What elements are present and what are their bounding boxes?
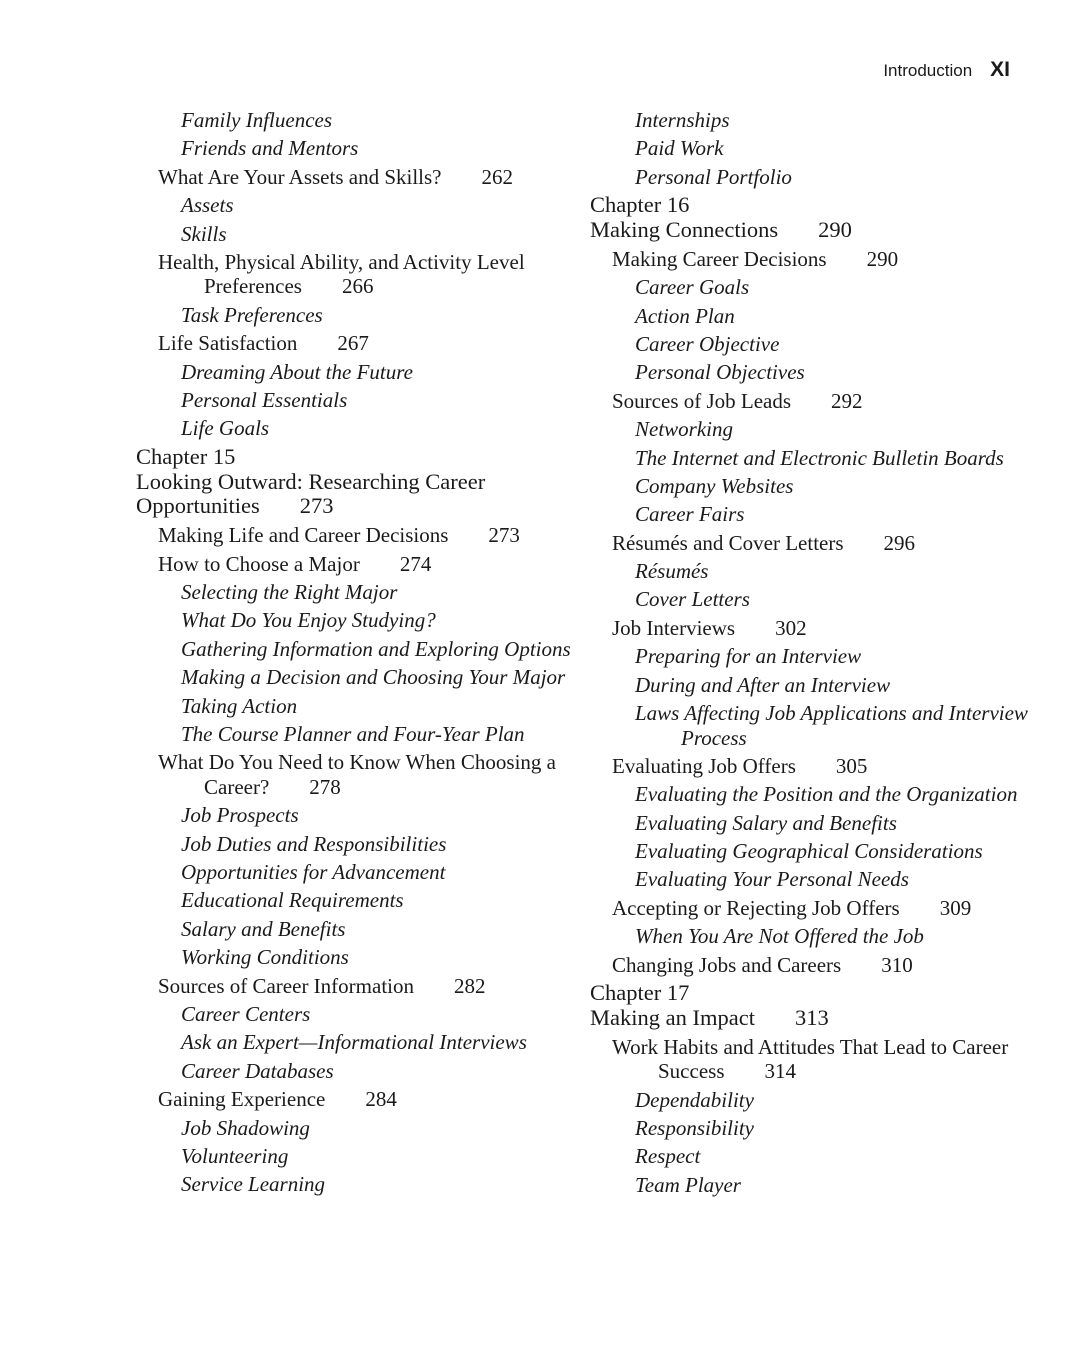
toc-subsection: [635, 1116, 1050, 1141]
toc-subsection: [181, 945, 576, 970]
toc-right-column: [590, 108, 1050, 1201]
entry-title: During and After an Interview: [635, 672, 891, 697]
toc-subsection: [181, 694, 576, 719]
toc-subsection: [181, 1172, 576, 1197]
toc-subsection: [181, 637, 576, 662]
entry-title: Career Fairs: [635, 502, 745, 527]
entry-title: Evaluating Geographical Considerations: [635, 839, 983, 864]
toc-subsection: [635, 839, 1050, 864]
entry-title: Job Shadowing: [181, 1115, 310, 1140]
entry-title: Preparing for an Interview: [635, 644, 862, 669]
toc-subsection: [181, 917, 576, 942]
entry-title: Career Databases: [181, 1058, 334, 1083]
toc-section: [158, 1087, 576, 1112]
toc-subsection: [181, 222, 576, 247]
toc-section: [612, 389, 1050, 414]
toc-subsection: [635, 360, 1050, 385]
entry-title: Networking: [635, 417, 733, 442]
entry-title: Health, Physical Ability, and Activity Level Preferences: [158, 249, 525, 299]
toc-subsection: [181, 1059, 576, 1084]
toc-section: [158, 552, 576, 577]
entry-title: Sources of Job Leads: [612, 388, 792, 413]
entry-title: Résumés and Cover Letters: [612, 530, 844, 555]
toc-subsection: [181, 388, 576, 413]
entry-title: Evaluating Salary and Benefits: [635, 810, 897, 835]
entry-page-number: 310: [881, 952, 913, 977]
toc-subsection: [635, 644, 1050, 669]
running-header: [883, 58, 1010, 82]
toc-section: [612, 896, 1050, 921]
entry-title: Job Prospects: [181, 803, 299, 828]
toc-left-column: [136, 108, 576, 1201]
entry-title: Action Plan: [635, 303, 735, 328]
toc-subsection: [181, 193, 576, 218]
toc-section: [612, 1035, 1050, 1084]
entry-page-number: 309: [939, 895, 972, 920]
toc-subsection: [635, 275, 1050, 300]
toc-subsection: [635, 587, 1050, 612]
entry-title: The Course Planner and Four-Year Plan: [181, 721, 525, 746]
entry-page-number: 292: [831, 388, 863, 413]
toc-subsection: [635, 304, 1050, 329]
toc-subsection: [181, 360, 576, 385]
entry-title: Selecting the Right Major: [181, 579, 398, 604]
entry-page-number: 278: [309, 774, 341, 799]
entry-page-number: 302: [775, 615, 807, 640]
toc-subsection: [181, 1002, 576, 1027]
entry-title: Evaluating Your Personal Needs: [635, 867, 909, 892]
entry-title: Evaluating the Position and the Organization: [635, 782, 1018, 807]
entry-title: Making Connections: [590, 216, 779, 242]
entry-title: Changing Jobs and Careers: [612, 952, 842, 977]
page-number: XI: [990, 58, 1010, 81]
toc-chapter: [136, 445, 576, 519]
toc-subsection: [635, 417, 1050, 442]
entry-title: Paid Work: [635, 136, 724, 161]
chapter-number: Chapter 16: [590, 192, 690, 218]
toc-subsection: [181, 1116, 576, 1141]
toc-subsection: [181, 888, 576, 913]
toc-subsection: [181, 803, 576, 828]
entry-title: Ask an Expert—Informational Interviews: [181, 1030, 527, 1055]
entry-title: What Are Your Assets and Skills?: [158, 164, 442, 189]
entry-title: Gathering Information and Exploring Options: [181, 636, 571, 661]
toc-section: [612, 531, 1050, 556]
toc-subsection: [181, 665, 576, 690]
toc-section: [158, 165, 576, 190]
entry-title: Responsibility: [635, 1115, 754, 1140]
entry-title: Making Career Decisions: [612, 246, 827, 271]
entry-page-number: 305: [835, 753, 868, 778]
toc-subsection: [635, 673, 1050, 698]
toc-section: [158, 974, 576, 999]
toc-subsection: [635, 559, 1050, 584]
section-title: Introduction: [883, 61, 973, 80]
entry-title: What Do You Need to Know When Choosing a Career?: [158, 750, 556, 799]
toc-subsection: [181, 303, 576, 328]
toc-subsection: [181, 722, 576, 747]
entry-title: The Internet and Electronic Bulletin Boards: [635, 445, 1004, 470]
toc-section: [158, 331, 576, 356]
toc-chapter: [590, 193, 1050, 243]
entry-title: Résumés: [635, 559, 709, 584]
toc-subsection: [635, 446, 1050, 471]
entry-page-number: 296: [883, 530, 916, 555]
toc-section: [158, 750, 576, 799]
entry-title: Making an Impact: [590, 1004, 755, 1030]
entry-title: Life Goals: [181, 416, 270, 441]
entry-title: Dreaming About the Future: [181, 359, 413, 384]
entry-page-number: 274: [399, 551, 432, 576]
toc-section: [158, 523, 576, 548]
toc-chapter: [590, 981, 1050, 1031]
toc-subsection: [635, 782, 1050, 807]
entry-page-number: 262: [481, 164, 513, 189]
entry-title: Personal Objectives: [635, 360, 805, 385]
entry-page-number: 282: [454, 973, 486, 998]
entry-page-number: 267: [337, 331, 369, 356]
entry-title: What Do You Enjoy Studying?: [181, 608, 436, 633]
entry-title: Evaluating Job Offers: [612, 753, 796, 778]
entry-title: Task Preferences: [181, 302, 323, 327]
entry-title: Personal Portfolio: [635, 164, 792, 189]
entry-title: Skills: [181, 221, 227, 246]
toc-subsection: [635, 1088, 1050, 1113]
entry-title: Career Objective: [635, 331, 780, 356]
entry-title: Sources of Career Information: [158, 973, 414, 998]
entry-page-number: 313: [794, 1004, 829, 1030]
toc-section: [612, 953, 1050, 978]
toc-subsection: [635, 1173, 1050, 1198]
entry-page-number: 290: [818, 216, 852, 242]
toc-subsection: [635, 108, 1050, 133]
entry-title: Respect: [635, 1144, 701, 1169]
entry-title: Company Websites: [635, 473, 794, 498]
entry-title: Laws Affecting Job Applications and Interview Process: [635, 701, 1028, 750]
toc-subsection: [181, 416, 576, 441]
toc-subsection: [181, 860, 576, 885]
toc-subsection: [635, 502, 1050, 527]
entry-title: Life Satisfaction: [158, 331, 298, 356]
entry-title: Assets: [181, 193, 234, 218]
entry-title: Gaining Experience: [158, 1087, 326, 1112]
chapter-number: Chapter 17: [590, 980, 690, 1006]
toc-subsection: [635, 811, 1050, 836]
toc-subsection: [181, 1144, 576, 1169]
entry-title: Personal Essentials: [181, 388, 348, 413]
entry-title: Looking Outward: Researching Career Opportunities: [136, 468, 486, 519]
entry-title: Making a Decision and Choosing Your Major: [181, 665, 566, 690]
toc-subsection: [635, 474, 1050, 499]
toc-subsection: [635, 867, 1050, 892]
entry-title: Volunteering: [181, 1143, 289, 1168]
entry-title: Accepting or Rejecting Job Offers: [612, 895, 900, 920]
toc-subsection: [181, 136, 576, 161]
entry-title: Working Conditions: [181, 945, 349, 970]
toc-subsection: [635, 701, 1050, 750]
toc-subsection: [635, 332, 1050, 357]
entry-title: Work Habits and Attitudes That Lead to Career Success: [612, 1034, 1009, 1084]
chapter-number: Chapter 15: [136, 443, 236, 469]
entry-title: When You Are Not Offered the Job: [635, 924, 924, 949]
toc-subsection: [181, 580, 576, 605]
entry-title: Taking Action: [181, 693, 298, 718]
entry-page-number: 273: [488, 523, 520, 548]
entry-title: Opportunities for Advancement: [181, 859, 446, 884]
entry-title: Service Learning: [181, 1172, 326, 1197]
entry-title: Career Centers: [181, 1001, 311, 1026]
toc-subsection: [635, 1144, 1050, 1169]
entry-page-number: 314: [764, 1059, 796, 1084]
toc-section: [612, 754, 1050, 779]
entry-title: Salary and Benefits: [181, 916, 346, 941]
toc-subsection: [181, 1030, 576, 1055]
entry-title: Job Interviews: [612, 615, 736, 640]
toc-section: [612, 616, 1050, 641]
entry-title: Internships: [635, 108, 730, 132]
toc-subsection: [181, 108, 576, 133]
entry-title: Family Influences: [181, 108, 333, 132]
toc-subsection: [635, 136, 1050, 161]
entry-title: Career Goals: [635, 275, 750, 300]
toc-section: [158, 250, 576, 299]
entry-title: Friends and Mentors: [181, 136, 359, 161]
entry-title: Team Player: [635, 1172, 741, 1197]
entry-title: Dependability: [635, 1087, 754, 1112]
entry-page-number: 290: [866, 246, 899, 271]
toc-subsection: [635, 924, 1050, 949]
entry-page-number: 284: [365, 1087, 397, 1112]
entry-page-number: 273: [299, 493, 334, 519]
entry-page-number: 266: [341, 274, 374, 299]
entry-title: Job Duties and Responsibilities: [181, 831, 447, 856]
entry-title: Cover Letters: [635, 587, 750, 612]
toc-subsection: [181, 608, 576, 633]
entry-title: Making Life and Career Decisions: [158, 523, 449, 548]
toc-section: [612, 247, 1050, 272]
toc-subsection: [635, 165, 1050, 190]
entry-title: How to Choose a Major: [158, 551, 360, 576]
entry-title: Educational Requirements: [181, 888, 404, 913]
toc-subsection: [181, 832, 576, 857]
